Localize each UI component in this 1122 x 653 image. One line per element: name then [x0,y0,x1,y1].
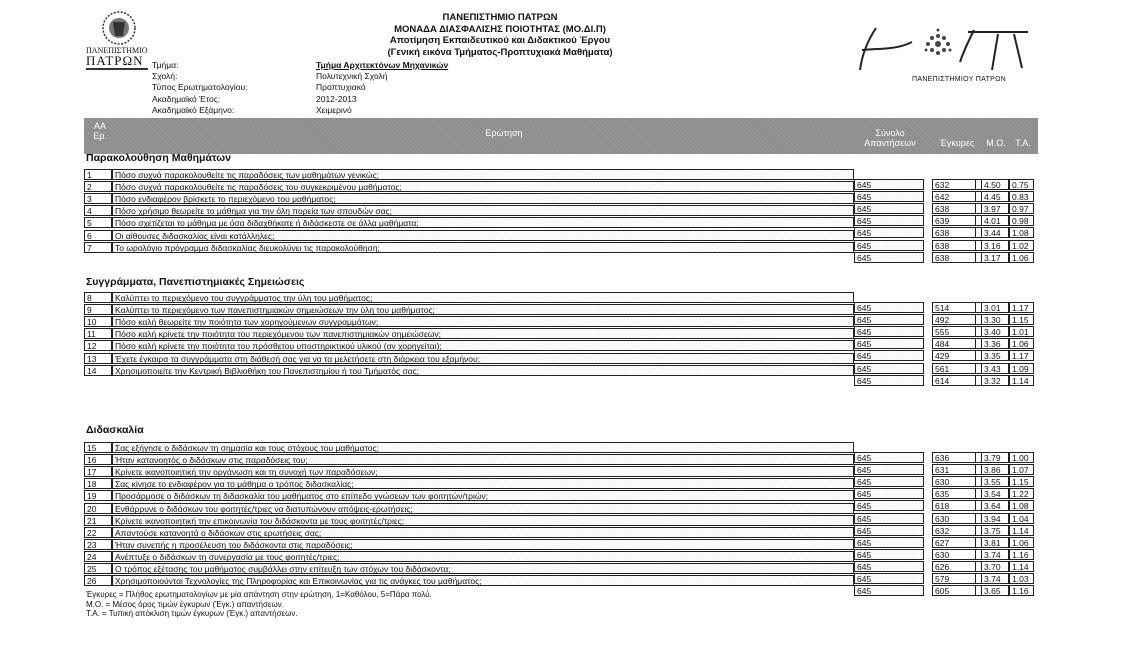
valid-responses-cell: 630 [932,513,976,524]
total-responses-cell: 645 [854,191,924,202]
meta-value-department: Τμήμα Αρχιτεκτόνων Μηχανικών [316,60,449,70]
std-dev-cell: 1.22 [1009,488,1034,499]
total-responses-cell: 645 [854,314,924,325]
total-responses-cell: 645 [854,179,924,190]
valid-responses-cell: 632 [932,525,976,536]
std-dev-cell: 1.15 [1009,476,1034,487]
question-number: 2 [84,181,112,192]
question-number: 8 [84,292,112,303]
left-logo-caption [86,47,148,70]
question-text: Πόσο ενδιαφέρον βρίσκετε το περιεχόμενο του μαθήματος; [112,193,854,204]
valid-responses-cell: 638 [932,252,976,263]
mean-cell: 3.30 [981,314,1009,325]
std-dev-cell: 1.15 [1009,314,1034,325]
total-responses-cell: 645 [854,350,924,361]
std-dev-cell: 1.16 [1009,549,1034,560]
question-text: Σας κίνησε το ενδιαφέρον για το μάθημα ο τρόπος διδασκαλίας; [112,478,854,489]
valid-responses-cell: 639 [932,215,976,226]
valid-responses-cell: 484 [932,338,976,349]
total-responses-cell: 645 [854,464,924,475]
column-header-question: Ερώτηση [485,128,523,138]
valid-responses-cell: 555 [932,326,976,337]
total-responses-cell: 645 [854,240,924,251]
mean-cell: 3.17 [981,252,1009,263]
total-responses-cell: 645 [854,476,924,487]
question-text: Χρησιμοποιείτε την Κεντρική Βιβλιοθήκη του Πανεπιστημίου ή του Τμήματός σας; [112,365,854,376]
mean-cell: 3.32 [981,375,1009,386]
total-responses-cell: 645 [854,537,924,548]
std-dev-cell: 1.17 [1009,302,1034,313]
question-number: 6 [84,230,112,241]
total-responses-cell: 645 [854,203,924,214]
mean-cell: 3.16 [981,240,1009,251]
mean-cell: 3.43 [981,363,1009,374]
mean-cell: 4.50 [981,179,1009,190]
question-number: 1 [84,169,112,180]
valid-responses-cell: 638 [932,227,976,238]
question-text: Πόσο συχνά παρακολουθείτε τις παραδόσεις του συγκεκριμένου μαθήματος; [112,181,854,192]
question-text: Ήταν κατανοητός ο διδάσκων στις παραδόσεις του; [112,454,854,465]
total-responses-cell: 645 [854,561,924,572]
mean-cell: 3.86 [981,464,1009,475]
mean-cell: 3.64 [981,500,1009,511]
std-dev-cell: 1.00 [1009,452,1034,463]
total-responses-cell: 645 [854,227,924,238]
table-header [84,118,1038,154]
valid-responses-cell: 561 [932,363,976,374]
total-responses-cell: 645 [854,252,924,263]
total-responses-cell: 645 [854,513,924,524]
university-name: ΠΑΝΕΠΙΣΤΗΜΙΟ ΠΑΤΡΩΝ [442,12,558,23]
question-number: 21 [84,515,112,526]
meta-value-semester: Χειμερινό [316,105,352,115]
valid-responses-cell: 635 [932,488,976,499]
column-header-number-line1: ΑΑ [93,121,106,131]
total-responses-cell: 645 [854,488,924,499]
total-responses-cell: 645 [854,452,924,463]
mean-cell: 3.94 [981,513,1009,524]
mean-cell: 3.97 [981,203,1009,214]
mean-cell: 4.01 [981,215,1009,226]
mean-cell: 3.40 [981,326,1009,337]
right-logo-caption: ΠΑΝΕΠΙΣΤΗΜΙΟΥ ΠΑΤΡΩΝ [912,76,1007,83]
report-subtitle: (Γενική εικόνα Τμήματος-Προπτυχιακά Μαθήματα) [387,46,613,58]
question-text: Έχετε έγκαιρα τα συγγράμματα στη διάθεσή σας για να τα μελετήσετε στη διάρκεια του εξαμήνου; [112,353,854,364]
column-header-total-line2: Απαντήσεων [864,138,916,148]
section-title: Διδασκαλία [86,424,144,436]
total-responses-cell: 645 [854,338,924,349]
footnotes [86,590,432,619]
valid-responses-cell: 642 [932,191,976,202]
total-responses-cell: 645 [854,573,924,584]
report-title: Αποτίμηση Εκπαιδευτικού και Διδακτικού Έργου [389,35,611,46]
std-dev-cell: 0.98 [1009,215,1034,226]
std-dev-cell: 1.06 [1009,252,1034,263]
question-number: 12 [84,340,112,351]
unit-name: ΜΟΝΑΔΑ ΔΙΑΣΦΑΛΙΣΗΣ ΠΟΙΟΤΗΤΑΣ (ΜΟ.ΔΙ.Π) [394,23,606,35]
mean-cell: 3.75 [981,525,1009,536]
section-title: Συγγράμματα, Πανεπιστημιακές Σημειώσεις [86,276,305,288]
mean-cell: 3.35 [981,350,1009,361]
column-header-number-line2: Ερ. [93,131,107,141]
total-responses-cell: 645 [854,326,924,337]
meta-value-academic-year: 2012-2013 [316,94,357,104]
question-text: Πόσο καλή θεωρείτε την ποιότητα των χορηγούμενων συγγραμμάτων; [112,316,854,327]
std-dev-cell: 1.06 [1009,537,1034,548]
std-dev-cell: 1.01 [1009,326,1034,337]
question-number: 9 [84,304,112,315]
mean-cell: 3.55 [981,476,1009,487]
question-number: 20 [84,503,112,514]
question-text: Προσάρμοσε ο διδάσκων τη διδασκαλία του μαθήματος στο επίπεδο γνώσεων των φοιτητών/τριών; [112,490,854,501]
question-text: Κρίνετε ικανοποιητική την οργάνωση και τη συνοχή των παραδόσεων; [112,466,854,477]
question-text: Καλύπτει το περιεχόμενο των πανεπιστημιακών σημειώσεων την ύλη του μαθήματος; [112,304,854,315]
std-dev-cell: 1.04 [1009,513,1034,524]
std-dev-cell: 1.09 [1009,363,1034,374]
std-dev-cell: 1.14 [1009,561,1034,572]
question-number: 3 [84,193,112,204]
left-logo-caption-big: ΠΑΤΡΩΝ [86,53,144,68]
mean-cell: 3.74 [981,573,1009,584]
question-text: Ο τρόπος εξέτασης του μαθήματος συμβάλλει στην επίτευξη των στόχων του διδάσκοντα; [112,563,854,574]
question-text: Κρίνετε ικανοποιητική την επικοινωνία του διδάσκοντα με τους φοιτητές/τριες; [112,515,854,526]
std-dev-cell: 1.16 [1009,585,1034,596]
total-responses-cell: 645 [854,215,924,226]
valid-responses-cell: 492 [932,314,976,325]
footnote-mean: Μ.Ο. = Μέσος όρος τιμών έγκυρων (Έγκ.) απαντήσεων. [86,599,284,609]
question-number: 10 [84,316,112,327]
std-dev-cell: 1.08 [1009,500,1034,511]
std-dev-cell: 1.14 [1009,375,1034,386]
question-text: Πόσο σχετίζεται το μάθημα με όσα διδαχθήκατε ή διδάσκεστε σε άλλα μαθήματα; [112,217,854,228]
question-number: 17 [84,466,112,477]
question-number: 7 [84,242,112,253]
mean-cell: 3.74 [981,549,1009,560]
mean-cell: 4.45 [981,191,1009,202]
valid-responses-cell: 630 [932,476,976,487]
total-responses-cell: 645 [854,525,924,536]
column-header-valid: Έγκυρες [939,138,975,148]
valid-responses-cell: 618 [932,500,976,511]
column-header-sd: Τ.Α. [1015,138,1031,148]
question-number: 18 [84,478,112,489]
mean-cell: 3.81 [981,537,1009,548]
column-header-total-line1: Σύνολο [875,128,905,138]
mean-cell: 3.01 [981,302,1009,313]
question-number: 13 [84,353,112,364]
total-responses-cell: 645 [854,375,924,386]
std-dev-cell: 1.03 [1009,573,1034,584]
question-text: Πόσο καλή κρίνετε την ποιότητα του περιεχόμενου των πανεπιστημιακών σημειώσεων; [112,328,854,339]
document-header [340,12,660,58]
question-number: 15 [84,442,112,453]
column-header-total [854,128,926,148]
std-dev-cell: 1.02 [1009,240,1034,251]
question-text: Χρησιμοποιούνται Τεχνολογίες της Πληροφορίας και Επικοινωνίας για τις ανάγκες του μαθήματος; [112,575,854,586]
mean-cell: 3.54 [981,488,1009,499]
std-dev-cell: 0.97 [1009,203,1034,214]
std-dev-cell: 0.75 [1009,179,1034,190]
question-number: 14 [84,365,112,376]
total-responses-cell: 645 [854,363,924,374]
valid-responses-cell: 632 [932,179,976,190]
left-logo-caption-small: ΠΑΝΕΠΙΣΤΗΜΙΟ [86,46,148,55]
question-number: 11 [84,328,112,339]
total-responses-cell: 645 [854,500,924,511]
question-number: 24 [84,551,112,562]
valid-responses-cell: 631 [932,464,976,475]
mean-cell: 3.65 [981,585,1009,596]
question-number: 19 [84,490,112,501]
total-responses-cell: 645 [854,585,924,596]
valid-responses-cell: 638 [932,203,976,214]
mean-cell: 3.79 [981,452,1009,463]
valid-responses-cell: 605 [932,585,976,596]
question-text: Πόσο καλή κρίνετε την ποιότητα του πρόσθετου υποστηρικτικού υλικού (αν χορηγείται); [112,340,854,351]
footnote-valid: Έγκυρες = Πλήθος ερωτηματολογίων με μία απάντηση στην ερώτηση, 1=Καθόλου, 5=Πάρα πολύ. [86,590,432,599]
question-text: Σας εξήγησε ο διδάσκων τη σημασία και τους στόχους του μαθήματος; [112,442,854,453]
question-text: Απαντούσε κατανοητά ο διδάσκων στις ερωτήσεις σας; [112,527,854,538]
footnote-sd: Τ.Α. = Τυπική απόκλιση τιμών έγκυρων (Έγκ.) απαντήσεων. [86,609,298,618]
meta-label-semester: Ακαδημαϊκό Εξάμηνο: [152,105,235,115]
question-text: Ενθάρρυνε ο διδάσκων του φοιτητές/τριες να διατυπώνουν απόψεις-ερωτήσεις; [112,503,854,514]
question-number: 26 [84,575,112,586]
question-number: 16 [84,454,112,465]
valid-responses-cell: 638 [932,240,976,251]
question-text: Πόσο χρήσιμο θεωρείτε το μάθημα για την όλη πορεία των σπουδών σας; [112,205,854,216]
question-text: Πόσο συχνά παρακολουθείτε τις παραδόσεις των μαθημάτων γενικώς; [112,169,854,180]
column-header-mean: Μ.Ο. [986,138,1006,148]
std-dev-cell: 0.83 [1009,191,1034,202]
column-header-number [90,121,110,141]
valid-responses-cell: 579 [932,573,976,584]
mean-cell: 3.44 [981,227,1009,238]
std-dev-cell: 1.17 [1009,350,1034,361]
mean-cell: 3.36 [981,338,1009,349]
valid-responses-cell: 636 [932,452,976,463]
meta-label-questionnaire-type: Τύπος Ερωτηματολογίου: [152,82,248,92]
valid-responses-cell: 626 [932,561,976,572]
meta-value-school: Πολυτεχνική Σχολή [316,71,388,81]
meta-label-school: Σχολή: [152,71,178,81]
meta-label-academic-year: Ακαδημαϊκό Έτος: [152,94,221,104]
question-text: Το ωρολόγιο πρόγραμμα διδασκαλίας διευκολύνει τις παρακολούθηση; [112,242,854,253]
question-number: 22 [84,527,112,538]
valid-responses-cell: 429 [932,350,976,361]
meta-label-department: Τμήμα: [152,60,179,70]
question-text: Ήταν συνεπής η προσέλευση του διδάσκοντα στις παραδόσεις; [112,539,854,550]
std-dev-cell: 1.07 [1009,464,1034,475]
question-text: Οι αίθουσες διδασκαλίας είναι κατάλληλες; [112,230,854,241]
mean-cell: 3.70 [981,561,1009,572]
valid-responses-cell: 614 [932,375,976,386]
total-responses-cell: 645 [854,302,924,313]
valid-responses-cell: 630 [932,549,976,560]
valid-responses-cell: 514 [932,302,976,313]
section-title: Παρακολούθηση Μαθημάτων [86,152,232,164]
std-dev-cell: 1.14 [1009,525,1034,536]
question-number: 25 [84,563,112,574]
question-number: 23 [84,539,112,550]
question-number: 4 [84,205,112,216]
meta-value-questionnaire-type: Προπτυχιακό [316,82,366,92]
question-number: 5 [84,217,112,228]
std-dev-cell: 1.08 [1009,227,1034,238]
question-text: Ανέπτυξε ο διδάσκων τη συνεργασία με τους φοιτητές/τριες; [112,551,854,562]
valid-responses-cell: 627 [932,537,976,548]
question-text: Καλύπτει το περιεχόμενο του συγγράμματος την ύλη του μαθήματος; [112,292,854,303]
std-dev-cell: 1.06 [1009,338,1034,349]
total-responses-cell: 645 [854,549,924,560]
